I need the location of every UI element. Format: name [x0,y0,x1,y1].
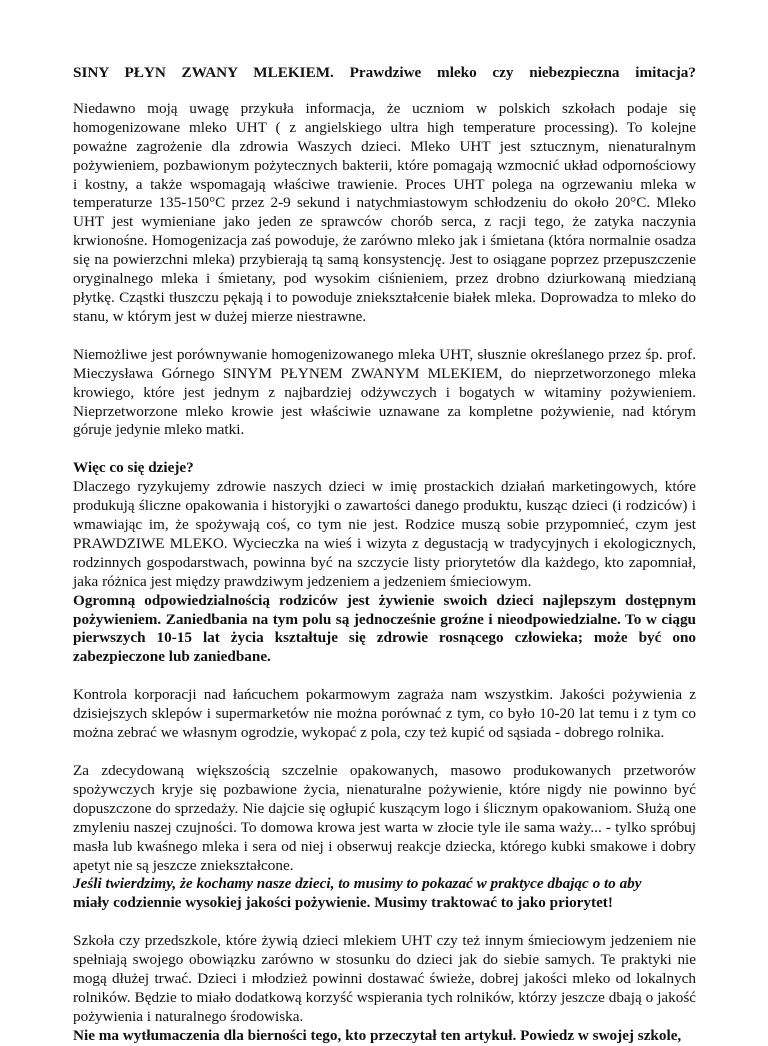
paragraph-processed-food [73,762,696,913]
document-title: SINY PŁYN ZWANY MLEKIEM. Prawdziwe mleko czy niebezpieczna imitacja? [73,64,696,81]
section-heading: Więc co się dzieje? [73,459,194,477]
paragraph-uht-intro: Niedawno moją uwagę przykuła informacja, że uczniom w polskich szkołach podaje się homogenizowane mleko UHT ( z angielskiego ultra high temperature processing). To kolejne poważne zagrożenie dla zdrowia Waszych dzieci. Mleko UHT jest sztucznym, nienaturalnym pożywieniem, pozbawionym pożytecznych bakterii, które pomagają wzmocnić układ odpornościowy i kostny, a także wspomagają właściwe trawienie. Proces UHT polega na ogrzewaniu mleka w temperaturze 135-150°C przez 2-9 sekund i natychmiastowym schłodzeniu do około 20°C. Mleko UHT jest wymieniane jako jeden ze sprawców chorób serca, z racji tego, że zatyka naczynia krwionośne. Homogenizacja zaś powoduje, że zarówno mleko jak i śmietana (która normalnie osadza się na powierzchni mleka) przybierają tą samą konsystencję. Jest to osiągane poprzez przepuszczenie oryginalnego mleka i śmietany, pod wysokim ciśnieniem, przez drobno dziurkowaną miedzianą płytkę. Cząstki tłuszczu pękają i to powoduje zniekształcenie białek mleka. Doprowadza to mleko do stanu, w którym jest w dużej mierze niestrawne. [73,99,696,325]
paragraph-corporate-control: Kontrola korporacji nad łańcuchem pokarmowym zagraża nam wszystkim. Jakości pożywienia z dzisiejszych sklepów i supermarketów nie można porównać z tym, co było 10-20 lat temu i z tym co można zebrać we własnym ogrodzie, wykopać z pola, czy też kupić od sąsiada - dobrego rolnika. [73,686,696,742]
paragraph-schools [73,932,696,1045]
paragraph-comparison: Niemożliwe jest porównywanie homogenizowanego mleka UHT, słusznie określanego przez śp. prof. Mieczysława Górnego SINYM PŁYNEM ZWANYM MLEKIEM, do nieprzetworzonego mleka krowiego, które jest jednym z najbardziej odżywczych i bogatych w witaminy pożywieniem. Nieprzetworzone mleko krowie jest właściwie uznawane za kompletne pożywienie, nad którym góruje jedynie mleko matki. [73,345,696,439]
section-text-village-trip: Wycieczka na wieś i wizyta z degustacją w tradycyjnych i ekologicznych, rodzinnych gospodarstwach, powinna być na szczycie listy priorytetów dla każdego, kto zapomniał, jaka różnica jest między prawdziwym jedzeniem a jedzeniem śmieciowym. [73,534,696,590]
section-text-marketing: Dlaczego ryzykujemy zdrowie naszych dzieci w imię prostackich działań marketingowych, które produkują śliczne opakowania i historyjki o zawartości danego produktu, kusząc dzieci (i rodziców) i wmawiając im, że spożywają coś, co tym nie jest. Rodzice muszą sobie przypomnieć, czym jest PRAWDZIWE MLEKO. [73,478,696,552]
section-bold-responsibility: Ogromną odpowiedzialnością rodziców jest żywienie swoich dzieci najlepszym dostępnym pożywieniem. Zaniedbania na tym polu są jednocześnie groźne i nieodpowiedzialne. To w ciągu pierwszych 10-15 lat życia kształtuje się zdrowie rosnącego człowieka; może być ono zabezpieczone lub zaniedbane. [73,591,696,666]
paragraph-schools-text: Szkoła czy przedszkole, które żywią dzieci mlekiem UHT czy też innym śmieciowym jedzeniem nie spełniają swojego obowiązku zarówno w stosunku do dzieci jak do siebie samych. Te praktyki nie mogą dłużej trwać. Dzieci i młodzież powinni dostawać świeże, dobrej jakości mleko od lokalnych rolników. Będzie to miało dodatkową korzyść wspierania tych rolników, którzy jeszcze dbają o jakość pożywienia i naturalnego środowiska. [73,932,696,1025]
paragraph-priority-bold: miały codziennie wysokiej jakości pożywienie. Musimy traktować to jako priorytet! [73,894,613,912]
section-what-happens [73,459,696,667]
paragraph-love-children-bold-italic: Jeśli twierdzimy, że kochamy nasze dzieci, to musimy to pokazać w praktyce dbając o to aby [73,875,642,893]
paragraph-processed-food-text: Za zdecydowaną większością szczelnie opakowanych, masowo produkowanych przetworów spożywczych kryje się pozbawione życia, nienaturalne pożywienie, które nigdy nie powinno być dopuszczone do sprzedaży. Nie dajcie się ogłupić kuszącym logo i ślicznym opakowaniom. Służą one zmyleniu naszej czujności. To domowa krowa jest warta w złocie tyle ile sama waży... - tylko spróbuj masła lub kwaśnego mleka i sera od niej i obserwuj reakcje dziecka, którego kubki smakowe i dobry apetyt nie są jeszcze zniekształcone. [73,762,696,874]
paragraph-call-to-action-bold: Nie ma wytłumaczenia dla bierności tego, kto przeczytał ten artykuł. Powiedz w swojej szkole, [73,1026,682,1044]
